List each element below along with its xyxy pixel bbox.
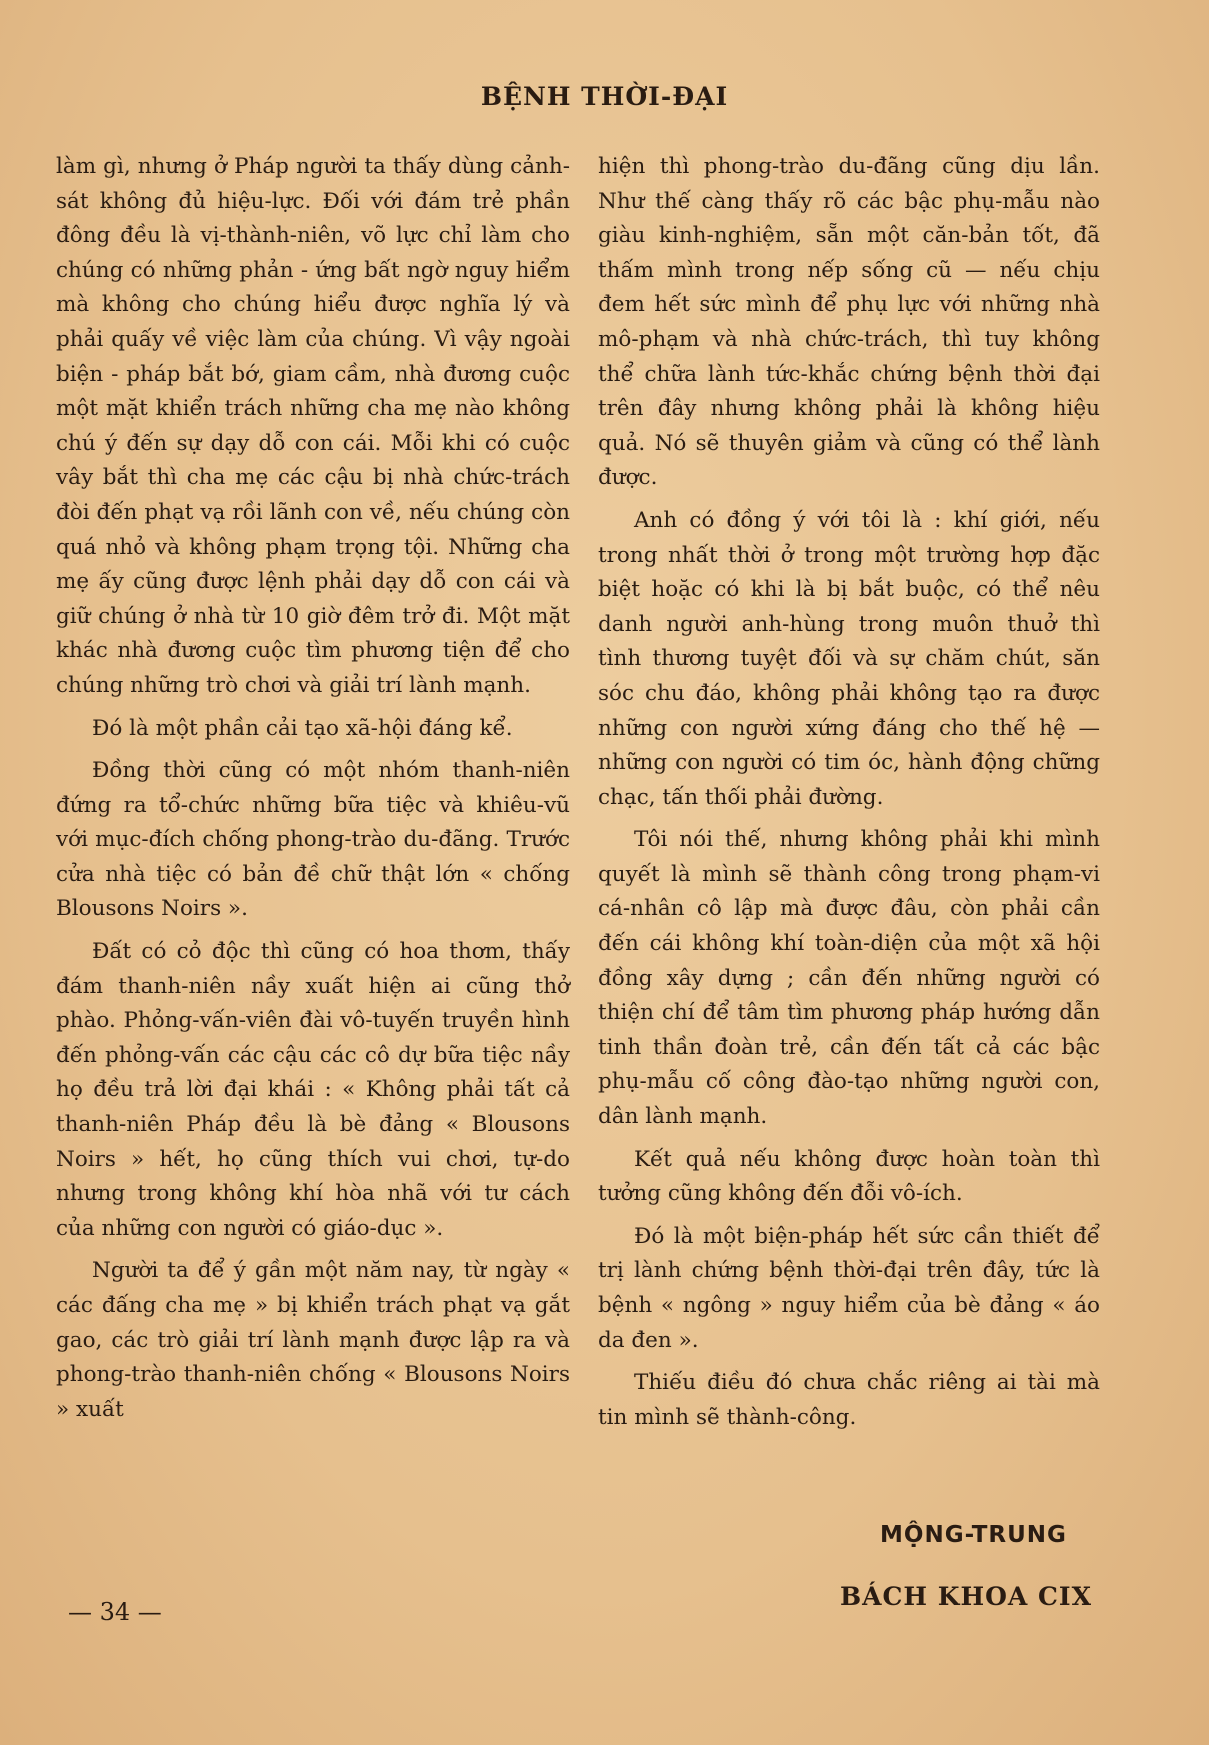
- right-column: [598, 150, 1100, 1443]
- paragraph: Anh có đồng ý với tôi là : khí giới, nếu trong nhất thời ở trong một trường hợp đặc biệt hoặc có khi là bị bắt buộc, có thể nêu danh người anh-hùng trong muôn thuở thì tình thương tuyệt đối và sự chăm chút, săn sóc chu đáo, không phải không tạo ra được những con người xứng đáng cho thế hệ — những con người có tim óc, hành động chững chạc, tấn thối phải đường.: [598, 507, 1100, 810]
- paragraph: Đó là một phần cải tạo xã-hội đáng kể.: [92, 715, 513, 741]
- author-signature: MỘNG-TRUNG: [880, 1522, 1067, 1548]
- paragraph: Người ta để ý gần một năm nay, từ ngày « các đấng cha mẹ » bị khiển trách phạt vạ gắt gao, các trò giải trí lành mạnh được lập ra và phong-trào thanh-niên chống « Blousons Noirs » xuất: [56, 1258, 570, 1422]
- running-title: BỆNH THỜI-ĐẠI: [480, 82, 729, 111]
- paragraph: Đất có cỏ độc thì cũng có hoa thơm, thấy đám thanh-niên nầy xuất hiện ai cũng thở phào. Phỏng-vấn-viên đài vô-tuyến truyền hình đến phỏng-vấn các cậu các cô dự bữa tiệc nầy họ đều trả lời đại khái : « Không phải tất cả thanh-niên Pháp đều là bè đảng « Blousons Noirs » hết, họ cũng thích vui chơi, tự-do nhưng trong không khí hòa nhã với tư cách của những con người có giáo-dục ».: [56, 939, 570, 1241]
- left-column: [56, 150, 570, 1435]
- paragraph: Thiếu điều đó chưa chắc riêng ai tài mà tin mình sẽ thành-công.: [598, 1370, 1100, 1430]
- journal-name: BÁCH KHOA CIX: [840, 1582, 1092, 1611]
- paragraph: Đó là một biện-pháp hết sức cần thiết để trị lành chứng bệnh thời-đại trên đây, tức là bệnh « ngông » nguy hiểm của bè đảng « áo da đen ».: [598, 1223, 1100, 1353]
- paragraph: Kết quả nếu không được hoàn toàn thì tưởng cũng không đến đỗi vô-ích.: [598, 1146, 1100, 1207]
- page-number: — 34 —: [68, 1598, 162, 1626]
- paragraph: Đồng thời cũng có một nhóm thanh-niên đứng ra tổ-chức những bữa tiệc và khiêu-vũ với mục-đích chống phong-trào du-đãng. Trước cửa nhà tiệc có bản đề chữ thật lớn « chống Blousons Noirs ».: [56, 758, 570, 922]
- paragraph: hiện thì phong-trào du-đãng cũng dịu lần. Như thế càng thấy rõ các bậc phụ-mẫu nào giàu kinh-nghiệm, sẵn một căn-bản tốt, đã thấm mình trong nếp sống cũ — nếu chịu đem hết sức mình để phụ lực với những nhà mô-phạm và nhà chức-trách, thì tuy không thể chữa lành tức-khắc chứng bệnh thời đại trên đây nhưng không phải là không hiệu quả. Nó sẽ thuyên giảm và cũng có thể lành được.: [598, 154, 1100, 491]
- paragraph: làm gì, nhưng ở Pháp người ta thấy dùng cảnh-sát không đủ hiệu-lực. Đối với đám trẻ phần đông đều là vị-thành-niên, võ lực chỉ làm cho chúng có những phản - ứng bất ngờ nguy hiểm mà không cho chúng hiểu được nghĩa lý và phải quấy về việc làm của chúng. Vì vậy ngoài biện - pháp bắt bớ, giam cầm, nhà đương cuộc một mặt khiển trách những cha mẹ nào không chú ý đến sự dạy dỗ con cái. Mỗi khi có cuộc vây bắt thì cha mẹ các cậu bị nhà chức-trách đòi đến phạt vạ rồi lãnh con về, nếu chúng còn quá nhỏ và không phạm trọng tội. Những cha mẹ ấy cũng được lệnh phải dạy dỗ con cái và giữ chúng ở nhà từ 10 giờ đêm trở đi. Một mặt khác nhà đương cuộc tìm phương tiện để cho chúng những trò chơi và giải trí lành mạnh.: [56, 154, 570, 698]
- paragraph: Tôi nói thế, nhưng không phải khi mình quyết là mình sẽ thành công trong phạm-vi cá-nhân cô lập mà được đâu, còn phải cần đến cái không khí toàn-diện của một xã hội đồng xây dựng ; cần đến những người có thiện chí để tâm tìm phương pháp hướng dẫn tinh thần đoàn trẻ, cần đến tất cả các bậc phụ-mẫu cố công đào-tạo những người con, dân lành mạnh.: [598, 827, 1100, 1130]
